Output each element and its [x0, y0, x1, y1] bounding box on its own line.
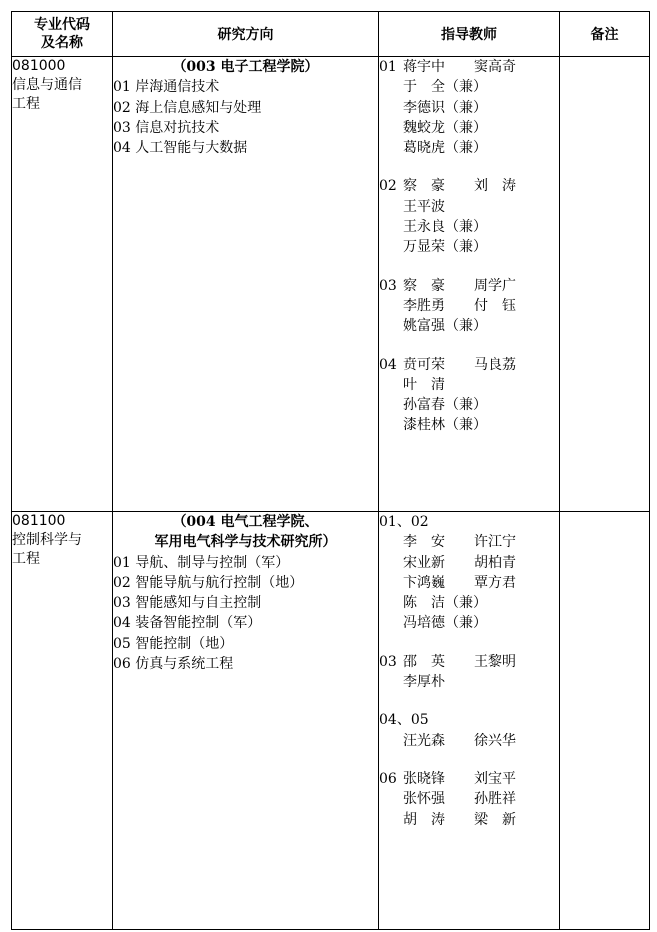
direction-item: 04 装备智能控制（军）: [113, 615, 262, 632]
advisor-group: [379, 355, 559, 436]
advisor-name: 孙富春（兼）: [403, 397, 487, 414]
college-name-line2: 军用电气科学与技术研究所）: [154, 534, 337, 551]
advisor-name: 王黎明: [474, 653, 516, 670]
advisor-line: [379, 731, 559, 751]
advisor-group-label: 04: [379, 356, 397, 373]
advisor-line: [379, 532, 559, 552]
advisor-name: 宋业新: [403, 554, 445, 571]
advisor-group-label: 02: [379, 178, 397, 195]
advisor-name: 许江宁: [474, 534, 516, 551]
table-row: [12, 57, 650, 512]
advisor-line: [379, 176, 559, 196]
advisor-group-label: [379, 237, 403, 257]
advisor-name: 李厚朴: [403, 674, 445, 691]
advisor-group-label: 01: [379, 59, 397, 75]
advisor-group: [379, 512, 559, 634]
advisor-group: [379, 57, 559, 158]
advisor-group-label: 01、02: [379, 514, 429, 530]
advisor-line: [379, 415, 559, 435]
advisor-name: 姚富强（兼）: [403, 318, 487, 335]
direction-item: 05 智能控制（地）: [113, 635, 234, 652]
advisor-line: [379, 593, 559, 613]
directions-cell: [113, 57, 379, 512]
advisor-group-label: [379, 573, 403, 593]
advisor-name: 冯培德（兼）: [403, 615, 487, 632]
advisor-name: 叶 清: [403, 376, 445, 393]
advisor-group-label: 03: [379, 277, 397, 294]
direction-item: 01 岸海通信技术: [113, 79, 220, 96]
advisor-group-label: [379, 789, 403, 809]
advisor-name: 李胜勇: [403, 297, 445, 314]
advisor-line: [379, 672, 559, 692]
advisor-group-label: 04、05: [379, 712, 429, 729]
header-major-line1: 专业代码: [34, 17, 90, 33]
direction-item: 02 海上信息感知与处理: [113, 99, 262, 116]
advisors-cell: [379, 57, 560, 512]
advisor-name: 葛晓虎（兼）: [403, 140, 487, 157]
advisor-name: 刘 涛: [474, 178, 516, 195]
advisor-name: 王平波: [403, 198, 445, 215]
advisor-name: 王永良（兼）: [403, 219, 487, 236]
direction-item: 03 信息对抗技术: [113, 119, 220, 136]
advisor-line: [379, 355, 559, 375]
direction-item: 03 智能感知与自主控制: [113, 595, 262, 612]
advisor-line: [379, 197, 559, 217]
major-name-line2: 工程: [12, 96, 40, 112]
advisor-line: [379, 613, 559, 633]
advisor-name: 陈 洁（兼）: [403, 595, 487, 612]
advisor-line: [379, 810, 559, 830]
advisor-name: 周学广: [474, 277, 516, 294]
advisor-group-label: [379, 296, 403, 316]
advisor-group-label: [379, 77, 403, 97]
advisor-name: 马良荔: [474, 356, 516, 373]
advisor-line: [379, 573, 559, 593]
advisor-group-label: [379, 810, 403, 830]
advisor-name: 魏蛟龙（兼）: [403, 119, 487, 136]
advisor-group-label: [379, 395, 403, 415]
advisor-name: 胡 涛: [403, 811, 445, 828]
advisor-group-label: 03: [379, 653, 397, 670]
advisor-group: [379, 276, 559, 337]
table-header-row: [12, 12, 650, 57]
advisor-group-label: [379, 375, 403, 395]
advisor-group-label: [379, 98, 403, 118]
major-name-line1: 信息与通信: [12, 77, 82, 93]
advisor-group: [379, 652, 559, 693]
advisor-line: [379, 789, 559, 809]
header-research-direction: 研究方向: [113, 12, 379, 57]
advisor-line: [379, 217, 559, 237]
advisor-line: [379, 237, 559, 257]
advisor-name: 孙胜祥: [474, 791, 516, 808]
advisor-group-label: [379, 197, 403, 217]
remarks-cell: [560, 512, 650, 930]
major-code: 081100: [12, 513, 66, 529]
direction-item: 04 人工智能与大数据: [113, 140, 248, 157]
advisor-group-label: [379, 613, 403, 633]
advisor-name: 察 豪: [403, 178, 445, 195]
advisor-line: [379, 769, 559, 789]
advisor-group-label: [379, 217, 403, 237]
advisors-cell: [379, 512, 560, 930]
advisor-line: [379, 296, 559, 316]
advisor-line: [379, 276, 559, 296]
advisor-line: [379, 652, 559, 672]
advisor-name: 窦高奇: [474, 59, 516, 75]
header-remarks: 备注: [560, 12, 650, 57]
advisor-line: [379, 316, 559, 336]
advisor-group: [379, 176, 559, 257]
advisor-line: [379, 138, 559, 158]
major-cell: [12, 57, 113, 512]
advisor-line: [379, 375, 559, 395]
advisor-name: 汪光森: [403, 732, 445, 749]
advisor-name: 卞鸿巍: [403, 574, 445, 591]
header-major-code-name: [12, 12, 113, 57]
advisor-group: [379, 710, 559, 751]
major-name-line1: 控制科学与: [12, 532, 82, 548]
advisor-name: 漆桂林（兼）: [403, 417, 487, 434]
advisor-group-label: 06: [379, 770, 397, 787]
advisor-name: 徐兴华: [474, 732, 516, 749]
advisor-name: 张晓锋: [403, 770, 445, 787]
header-major-line2: 及名称: [41, 35, 83, 51]
advisor-group-label: [379, 532, 403, 552]
advisor-group-label: [379, 415, 403, 435]
advisor-name: 邵 英: [403, 653, 445, 670]
advisor-name: 张怀强: [403, 791, 445, 808]
admissions-table: [11, 11, 650, 930]
advisor-group: [379, 769, 559, 830]
college-name-line1: （004 电气工程学院、: [172, 514, 319, 530]
major-name-line2: 工程: [12, 551, 40, 567]
advisor-name: 万显荣（兼）: [403, 239, 487, 256]
advisor-group-label: [379, 553, 403, 573]
advisor-name: 梁 新: [474, 811, 516, 828]
advisor-line: [379, 118, 559, 138]
advisor-name: 付 钰: [474, 297, 516, 314]
advisor-group-label: [379, 731, 403, 751]
direction-item: 01 导航、制导与控制（军）: [113, 554, 290, 571]
advisor-name: 于 全（兼）: [403, 79, 487, 96]
advisor-name: 察 豪: [403, 277, 445, 294]
major-cell: [12, 512, 113, 930]
advisor-group-label: [379, 118, 403, 138]
advisor-group-label: [379, 593, 403, 613]
directions-cell: [113, 512, 379, 930]
advisor-name: 李 安: [403, 534, 445, 551]
advisor-line: [379, 57, 559, 77]
direction-item: 06 仿真与系统工程: [113, 656, 234, 673]
advisor-group-label: [379, 138, 403, 158]
major-code: 081000: [12, 58, 66, 74]
direction-item: 02 智能导航与航行控制（地）: [113, 574, 304, 591]
advisor-line: [379, 98, 559, 118]
header-advisors: 指导教师: [379, 12, 560, 57]
remarks-cell: [560, 57, 650, 512]
advisor-name: 李德识（兼）: [403, 99, 487, 116]
advisor-group-label: [379, 672, 403, 692]
advisor-name: 覃方君: [474, 574, 516, 591]
advisor-name: 蒋宇中: [403, 59, 445, 75]
advisor-group-label: [379, 316, 403, 336]
advisor-line: [379, 77, 559, 97]
advisor-line: [379, 395, 559, 415]
advisor-name: 胡柏青: [474, 554, 516, 571]
table-row: [12, 512, 650, 930]
advisor-name: 贲可荣: [403, 356, 445, 373]
college-name: （003 电子工程学院）: [172, 59, 319, 75]
advisor-line: [379, 553, 559, 573]
advisor-name: 刘宝平: [474, 770, 516, 787]
